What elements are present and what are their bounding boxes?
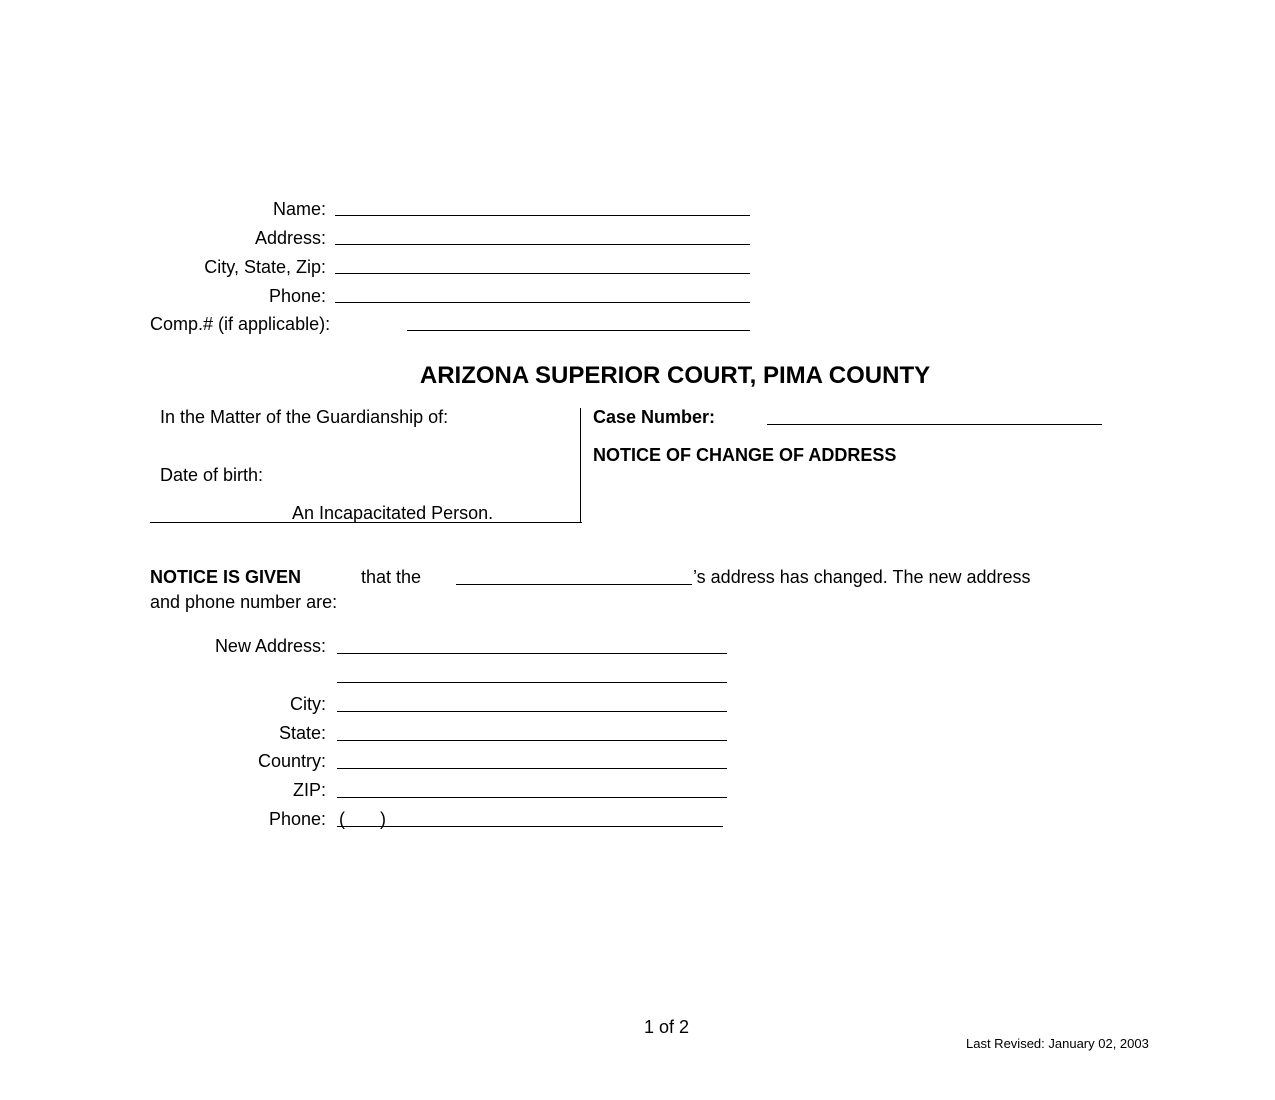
- comp-number-label: Comp.# (if applicable):: [150, 314, 331, 334]
- new-address-label: New Address:: [214, 636, 326, 656]
- phone-field[interactable]: [335, 302, 750, 303]
- new-phone-label: Phone:: [268, 809, 326, 829]
- document-title: NOTICE OF CHANGE OF ADDRESS: [593, 445, 897, 465]
- city-label: City:: [290, 694, 326, 714]
- notice-bold: NOTICE IS GIVEN: [150, 567, 302, 587]
- new-address-field[interactable]: [337, 653, 727, 654]
- country-field[interactable]: [337, 768, 727, 769]
- city-field[interactable]: [337, 711, 727, 712]
- name-label: Name:: [272, 199, 326, 219]
- name-field[interactable]: [335, 215, 750, 216]
- notice-text-1: that the: [361, 567, 422, 587]
- city-state-zip-label: City, State, Zip:: [204, 257, 326, 277]
- new-phone-field[interactable]: [337, 826, 723, 827]
- zip-field[interactable]: [337, 797, 727, 798]
- incapacitated-person-label: An Incapacitated Person.: [292, 503, 494, 523]
- last-revised: Last Revised: January 02, 2003: [966, 1036, 1149, 1051]
- address-label: Address:: [254, 228, 326, 248]
- country-label: Country:: [257, 751, 326, 771]
- comp-number-field[interactable]: [407, 330, 750, 331]
- phone-label: Phone:: [268, 286, 326, 306]
- dob-label: Date of birth:: [160, 465, 264, 485]
- page-number: 1 of 2: [644, 1017, 690, 1037]
- address-field[interactable]: [335, 244, 750, 245]
- court-title: ARIZONA SUPERIOR COURT, PIMA COUNTY: [419, 362, 931, 389]
- person-name-field[interactable]: [456, 584, 692, 585]
- state-label: State:: [278, 723, 326, 743]
- notice-text-2: ’s address has changed. The new address: [693, 567, 1031, 587]
- case-number-field[interactable]: [767, 424, 1102, 425]
- case-number-label: Case Number:: [593, 407, 716, 427]
- state-field[interactable]: [337, 740, 727, 741]
- new-address-line2-field[interactable]: [337, 682, 727, 683]
- notice-line-2: and phone number are:: [150, 592, 338, 612]
- zip-label: ZIP:: [292, 780, 326, 800]
- city-state-zip-field[interactable]: [335, 273, 750, 274]
- caption-divider: [580, 408, 581, 523]
- area-code-parens: ( ): [339, 809, 386, 829]
- matter-label: In the Matter of the Guardianship of:: [160, 407, 449, 427]
- caption-bottom-rule: [150, 522, 582, 523]
